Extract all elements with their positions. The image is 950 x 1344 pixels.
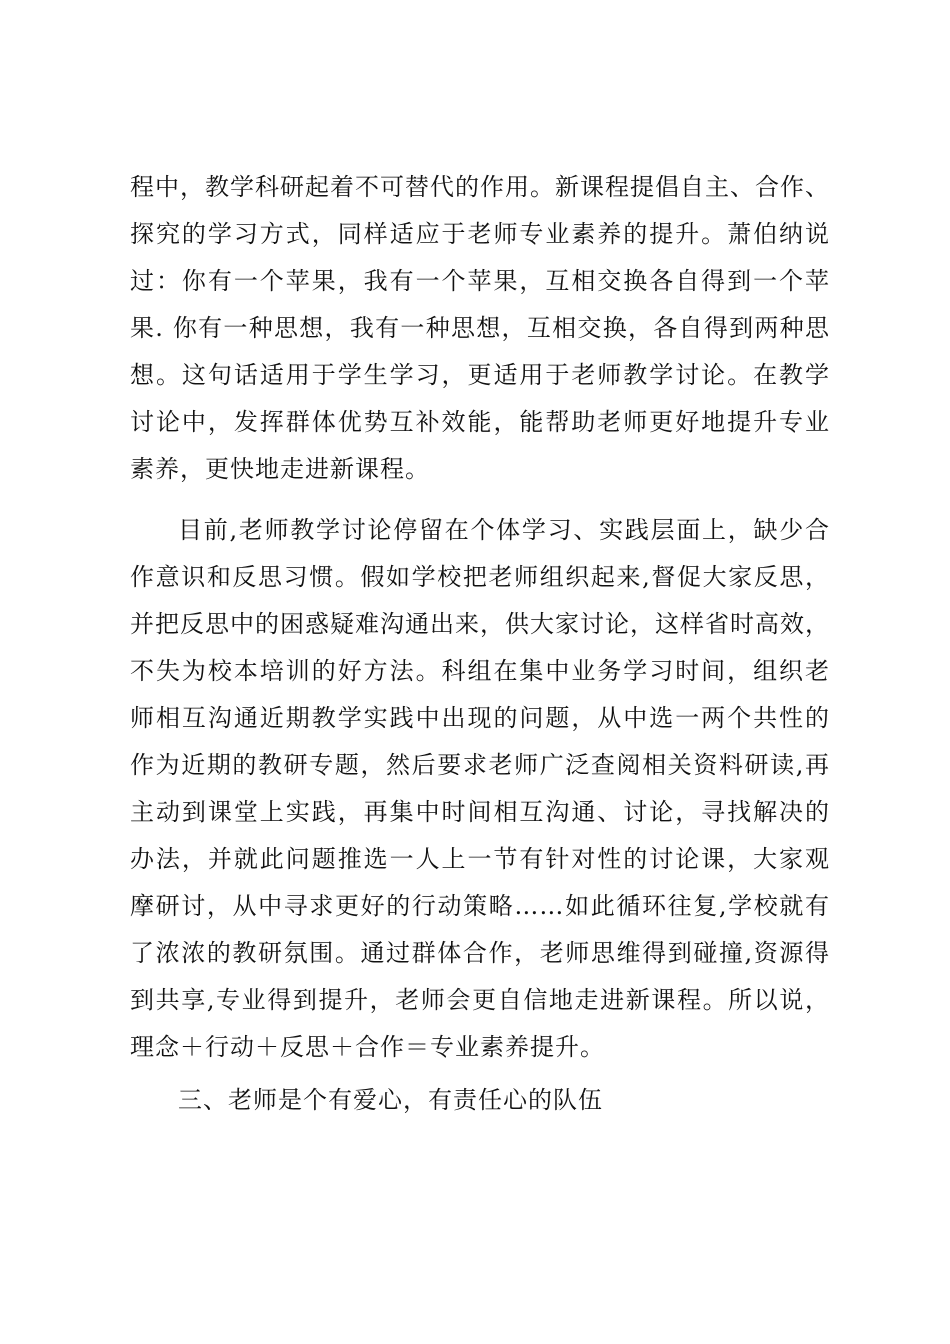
paragraph-line: 理念＋行动＋反思＋合作＝专业素养提升。	[130, 1033, 605, 1061]
paragraph-line: 目前,老师教学讨论停留在个体学习、实践层面上，缺少合	[178, 516, 830, 544]
paragraph-line: 作为近期的教研专题，然后要求老师广泛查阅相关资料研读,再	[130, 751, 830, 779]
paragraph-line: 主动到课堂上实践，再集中时间相互沟通、讨论，寻找解决的	[130, 798, 830, 826]
paragraph-line: 了浓浓的教研氛围。通过群体合作，老师思维得到碰撞,资源得	[130, 939, 830, 967]
paragraph-line: 师相互沟通近期教学实践中出现的问题，从中选一两个共性的	[130, 704, 830, 732]
paragraph-line: 想。这句话适用于学生学习，更适用于老师教学讨论。在教学	[130, 361, 830, 389]
paragraph-2	[130, 507, 830, 1071]
section-heading-text: 三、老师是个有爱心，有责任心的队伍	[178, 1086, 603, 1114]
paragraph-line: 到共享,专业得到提升，老师会更自信地走进新课程。所以说，	[130, 986, 830, 1014]
paragraph-line: 探究的学习方式，同样适应于老师专业素养的提升。萧伯纳说	[130, 220, 830, 248]
paragraph-line: 并把反思中的困惑疑难沟通出来，供大家讨论，这样省时高效，	[130, 610, 830, 638]
paragraph-line: 不失为校本培训的好方法。科组在集中业务学习时间，组织老	[130, 657, 830, 685]
document-body	[130, 164, 830, 1124]
section-heading-3	[130, 1077, 830, 1124]
paragraph-line: 讨论中，发挥群体优势互补效能，能帮助老师更好地提升专业	[130, 408, 830, 436]
paragraph-line: 果. 你有一种思想，我有一种思想，互相交换，各自得到两种思	[130, 314, 830, 342]
paragraph-line: 过：你有一个苹果，我有一个苹果，互相交换各自得到一个苹	[130, 267, 830, 295]
paragraph-line: 素养，更快地走进新课程。	[130, 455, 430, 483]
paragraph-line: 作意识和反思习惯。假如学校把老师组织起来,督促大家反思，	[130, 563, 830, 591]
paragraph-1	[130, 164, 830, 493]
paragraph-line: 办法，并就此问题推选一人上一节有针对性的讨论课，大家观	[130, 845, 830, 873]
paragraph-line: 摩研讨，从中寻求更好的行动策略……如此循环往复,学校就有	[130, 892, 830, 920]
paragraph-line: 程中，教学科研起着不可替代的作用。新课程提倡自主、合作、	[130, 173, 830, 201]
